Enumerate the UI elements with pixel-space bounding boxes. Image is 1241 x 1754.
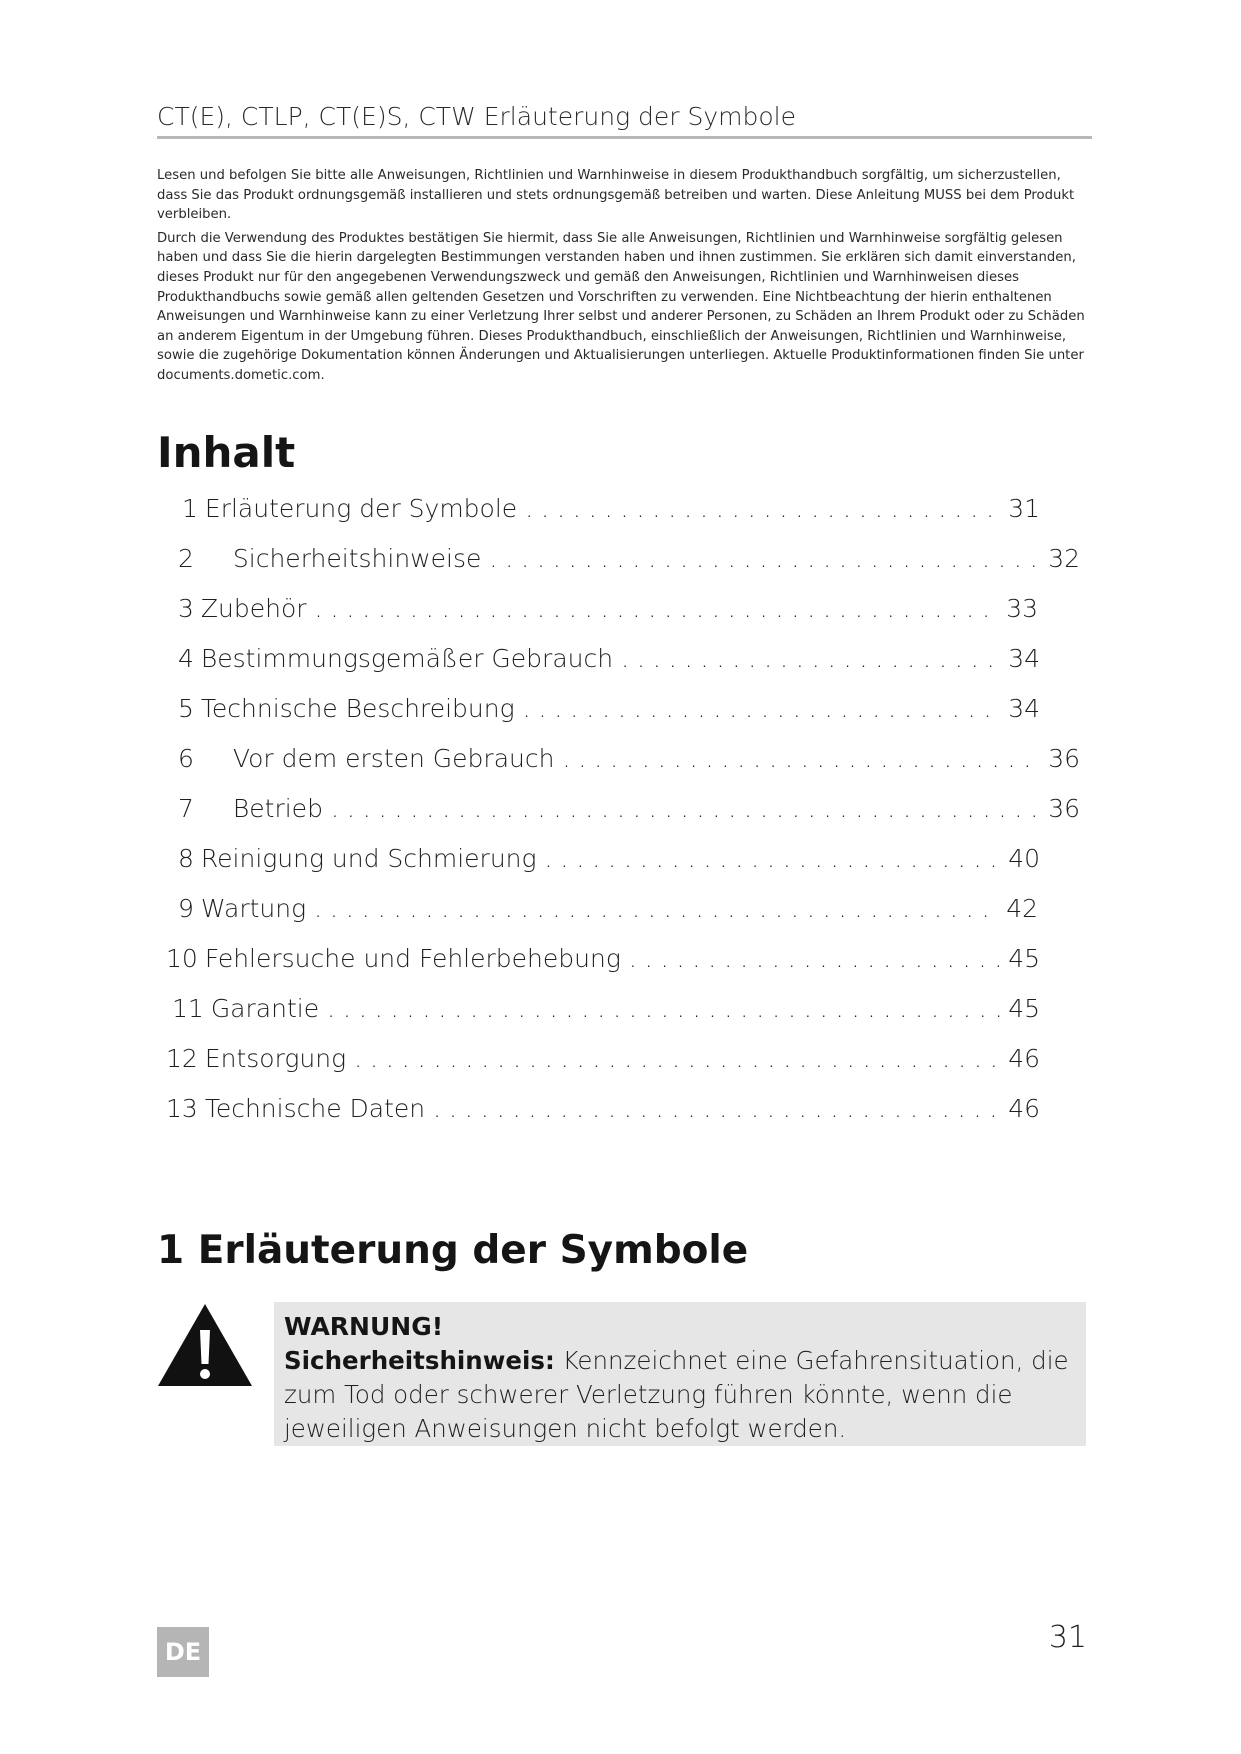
toc-entry-page: 42	[1006, 894, 1038, 923]
toc-entry-label: Betrieb	[232, 794, 323, 823]
toc-entry-2[interactable]	[178, 544, 1080, 584]
toc-entry-5[interactable]	[178, 694, 1040, 734]
toc-leader-dots	[314, 894, 998, 923]
toc-entry-label: Vor dem ersten Gebrauch	[232, 744, 555, 773]
toc-leader-dots	[433, 1094, 1000, 1123]
toc-entry-label: Wartung	[200, 894, 307, 923]
toc-entry-9[interactable]	[178, 894, 1038, 934]
toc-entry-number: 2	[178, 544, 194, 573]
toc-entry-number: 11	[172, 994, 204, 1023]
toc-entry-number: 7	[178, 794, 194, 823]
toc-entry-page: 40	[1008, 844, 1040, 873]
toc-entry-number: 9	[178, 894, 194, 923]
toc-entry-label: Zubehör	[200, 594, 307, 623]
header-rule	[157, 136, 1092, 139]
toc-entry-number: 12	[166, 1044, 198, 1073]
warning-body: Kennzeichnet eine Gefahrensituation, die zum Tod oder schwerer Verletzung führen könnte, wenn die jeweiligen Anweisungen nicht befolgt werden.	[284, 1346, 1069, 1443]
toc-entry-number: 4	[178, 644, 194, 673]
toc-entry-label: Bestimmungsgemäßer Gebrauch	[200, 644, 614, 673]
toc-leader-dots	[331, 794, 1040, 823]
toc-leader-dots	[525, 494, 1000, 523]
toc-entry-number: 3	[178, 594, 194, 623]
toc-entry-7[interactable]	[178, 794, 1080, 834]
toc-entry-label: Reinigung und Schmierung	[200, 844, 537, 873]
toc-leader-dots	[327, 994, 1000, 1023]
toc-entry-page: 45	[1008, 944, 1040, 973]
toc-leader-dots	[315, 594, 999, 623]
toc-entry-number: 5	[178, 694, 194, 723]
toc-entry-label: Technische Beschreibung	[200, 694, 515, 723]
toc-entry-12[interactable]	[166, 1044, 1040, 1084]
toc-entry-label: Sicherheitshinweise	[232, 544, 482, 573]
language-badge: DE	[157, 1627, 209, 1677]
toc-entry-11[interactable]	[172, 994, 1040, 1034]
toc-entry-8[interactable]	[178, 844, 1040, 884]
toc-leader-dots	[629, 944, 1000, 973]
toc-leader-dots	[545, 844, 1001, 873]
toc-entry-label: Technische Daten	[204, 1094, 426, 1123]
toc-entry-page: 46	[1008, 1044, 1040, 1073]
warning-text	[284, 1344, 1076, 1446]
toc-entry-label: Garantie	[210, 994, 320, 1023]
warning-triangle-icon	[157, 1302, 253, 1388]
toc-leader-dots	[621, 644, 1000, 673]
toc-entry-page: 32	[1048, 544, 1080, 573]
toc-entry-page: 46	[1008, 1094, 1040, 1123]
toc-entry-page: 34	[1008, 694, 1040, 723]
intro-paragraph-2: Durch die Verwendung des Produktes bestätigen Sie hiermit, dass Sie alle Anweisungen, Richtlinien und Warnhinweise sorgfältig gelesen haben und dass Sie die hierin dargelegten Bestimmungen verstanden haben und ihnen zustimmen. Sie erklären sich damit einverstanden, dieses Produkt nur für den angegebenen Verwendungszweck und gemäß den Anweisungen, Richtlinien und Warnhinweisen dieses Produkthandbuchs sowie gemäß allen geltenden Gesetzen und Vorschriften zu verwenden. Eine Nichtbeachtung der hierin enthaltenen Anweisungen und Warnhinweise kann zu einer Verletzung Ihrer selbst und anderer Personen, zu Schäden an Ihrem Produkt oder zu Schäden an anderem Eigentum in der Umgebung führen. Dieses Produkthandbuch, einschließlich der Anweisungen, Richtlinien und Warnhinweise, sowie die zugehörige Dokumentation können Änderungen und Aktualisierungen unterliegen. Aktuelle Produktinformationen finden Sie unter documents.dometic.com.	[157, 230, 1085, 383]
toc-entry-6[interactable]	[178, 744, 1080, 784]
toc-entry-10[interactable]	[166, 944, 1040, 984]
toc-entry-page: 45	[1008, 994, 1040, 1023]
toc-entry-label: Erläuterung der Symbole	[204, 494, 518, 523]
toc-leader-dots	[562, 744, 1040, 773]
toc-leader-dots	[354, 1044, 1000, 1073]
toc-entry-label: Fehlersuche und Fehlerbehebung	[204, 944, 621, 973]
toc-entry-page: 31	[1008, 494, 1040, 523]
toc-leader-dots	[489, 544, 1040, 573]
toc-entry-number: 6	[178, 744, 194, 773]
toc-entry-3[interactable]	[178, 594, 1038, 634]
toc-entry-13[interactable]	[166, 1094, 1040, 1134]
toc-entry-page: 33	[1006, 594, 1038, 623]
warning-box	[274, 1302, 1086, 1446]
toc-entry-number: 1	[182, 494, 198, 523]
toc-entry-page: 36	[1048, 794, 1080, 823]
toc-entry-4[interactable]	[178, 644, 1040, 684]
warning-title: WARNUNG!	[284, 1312, 444, 1341]
toc-entry-page: 34	[1008, 644, 1040, 673]
toc-entry-number: 8	[178, 844, 194, 873]
toc-leader-dots	[523, 694, 1001, 723]
toc-entry-page: 36	[1048, 744, 1080, 773]
toc-entry-number: 10	[166, 944, 198, 973]
section-heading: 1 Erläuterung der Symbole	[157, 1228, 749, 1273]
toc-entry-1[interactable]	[182, 494, 1040, 534]
page-number: 31	[1048, 1620, 1087, 1655]
intro-paragraph-1: Lesen und befolgen Sie bitte alle Anweisungen, Richtlinien und Warnhinweise in diesem Produkthandbuch sorgfältig, um sicherzustellen, dass Sie das Produkt ordnungsgemäß installieren und stets ordnungsgemäß betreiben und warten. Diese Anleitung MUSS bei dem Produkt verbleiben.	[157, 168, 1075, 223]
toc-entry-label: Entsorgung	[204, 1044, 347, 1073]
toc-title: Inhalt	[157, 428, 296, 477]
warning-lead: Sicherheitshinweis:	[284, 1346, 555, 1375]
running-header: CT(E), CTLP, CT(E)S, CTW Erläuterung der Symbole	[157, 102, 797, 131]
toc-entry-number: 13	[166, 1094, 198, 1123]
intro-text	[157, 166, 1092, 390]
